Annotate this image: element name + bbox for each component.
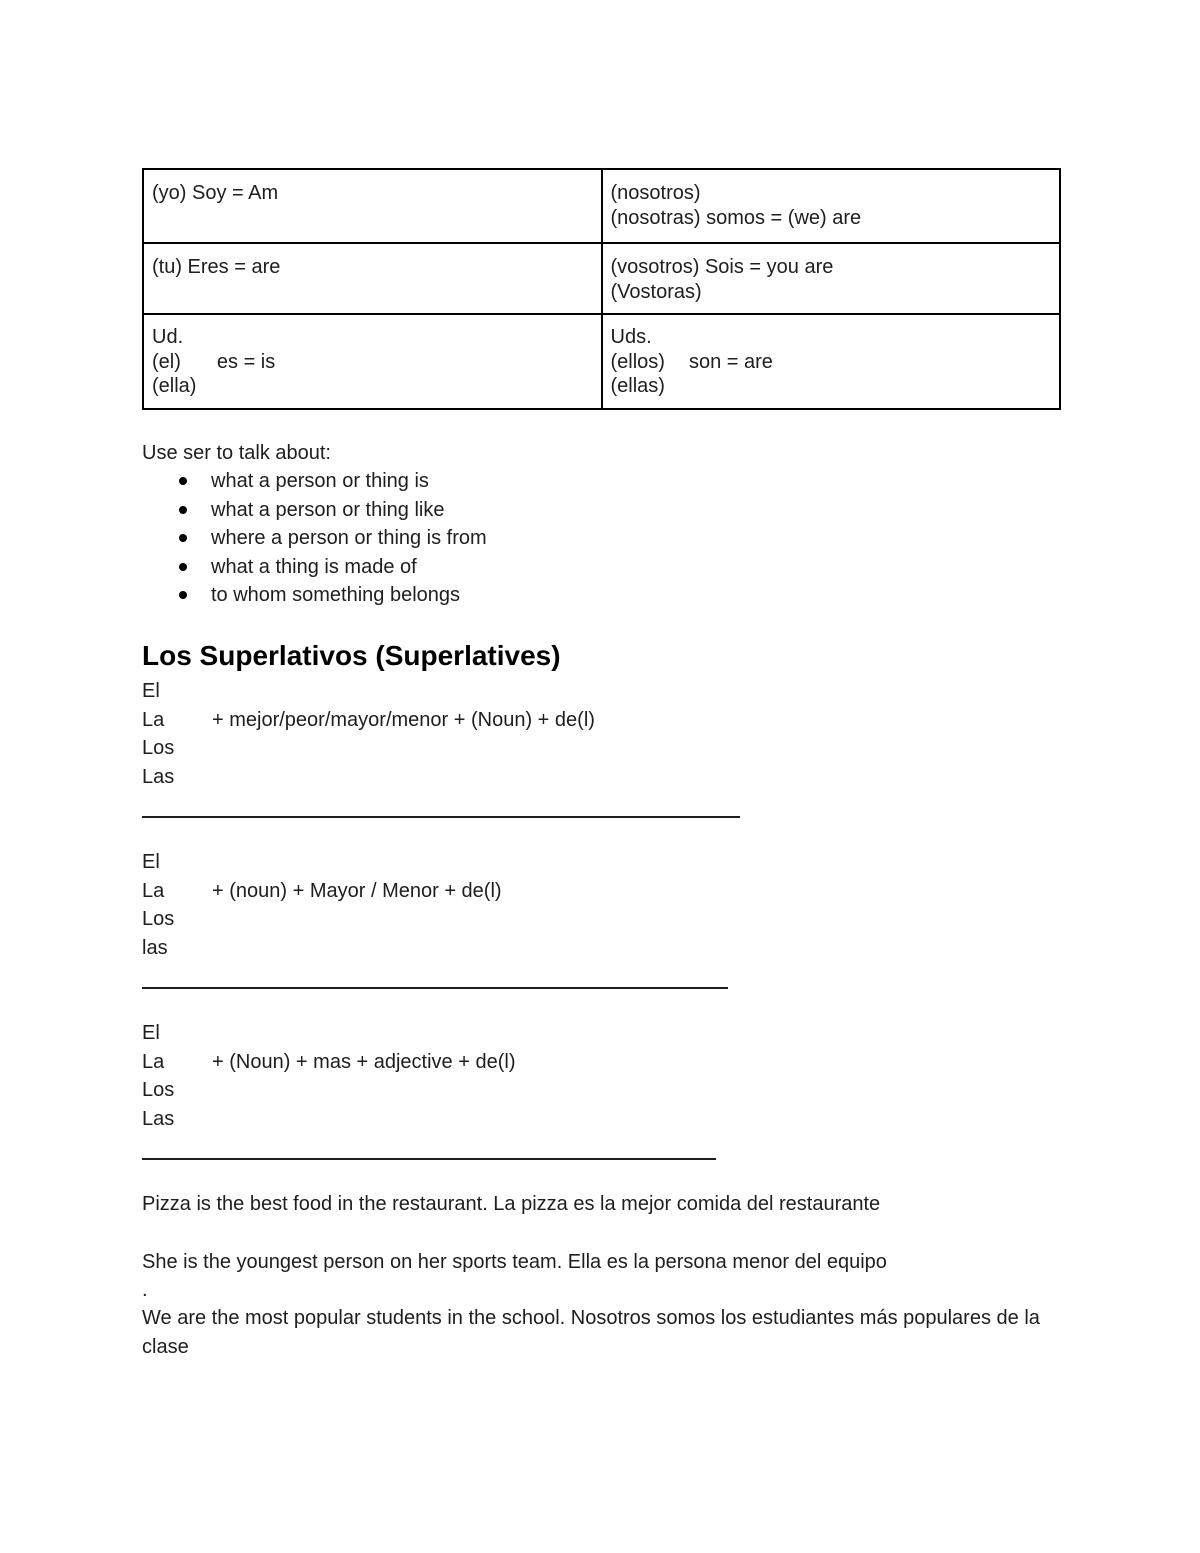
verb-son: son = are bbox=[688, 350, 773, 373]
table-row bbox=[143, 243, 1060, 314]
example-sentence: We are the most popular students in the school. Nosotros somos los estudiantes más populares de la clase bbox=[142, 1307, 1040, 1358]
list-item-text: what a thing is made of bbox=[211, 555, 417, 578]
bullet-icon bbox=[179, 563, 187, 571]
uses-list bbox=[142, 467, 487, 610]
formula-row bbox=[142, 848, 502, 877]
superlative-formula-block bbox=[142, 677, 595, 791]
pronoun-el: (el) bbox=[152, 350, 181, 373]
list-item bbox=[142, 581, 487, 610]
article: Los bbox=[142, 1079, 175, 1101]
cell-line: (nosotros) bbox=[610, 182, 701, 204]
cell-line: (ella) bbox=[152, 375, 197, 397]
table-cell-nosotros bbox=[602, 169, 1061, 243]
table-row bbox=[143, 169, 1060, 243]
example-sentence: She is the youngest person on her sports team. Ella es la persona menor del equipo bbox=[142, 1251, 887, 1273]
cell-line: (ellas) bbox=[610, 375, 665, 397]
pronoun-ellos: (ellos) bbox=[610, 350, 665, 373]
section-title: Los Superlativos (Superlatives) bbox=[142, 640, 561, 671]
cell-line: (yo) Soy = Am bbox=[152, 182, 279, 204]
formula-row bbox=[142, 734, 595, 763]
formula-row bbox=[142, 1105, 515, 1134]
verb-es: es = is bbox=[216, 350, 276, 373]
superlative-formula-block bbox=[142, 848, 502, 962]
table-cell-vosotros bbox=[602, 243, 1061, 314]
list-item-text: where a person or thing is from bbox=[211, 527, 487, 550]
cell-line: (tu) Eres = are bbox=[152, 256, 281, 278]
formula-row bbox=[142, 1019, 515, 1048]
list-item-text: to whom something belongs bbox=[211, 584, 461, 607]
ser-conjugation-table bbox=[142, 168, 1061, 410]
table-row bbox=[143, 314, 1060, 409]
list-item-text: what a person or thing is bbox=[211, 470, 429, 492]
formula-row bbox=[142, 763, 595, 792]
article: La bbox=[142, 1050, 165, 1073]
cell-line: Uds. bbox=[610, 326, 652, 348]
article: El bbox=[142, 1022, 160, 1044]
cell-line bbox=[611, 350, 1052, 375]
bullet-icon bbox=[179, 506, 187, 514]
article: Los bbox=[142, 737, 175, 759]
cell-line: (Vostoras) bbox=[610, 280, 702, 303]
bullet-icon bbox=[179, 534, 187, 542]
bullet-icon bbox=[179, 477, 187, 485]
list-item bbox=[142, 524, 487, 553]
superlative-formula-block bbox=[142, 1019, 515, 1133]
table-cell-uds bbox=[602, 314, 1061, 409]
example-sentence: Pizza is the best food in the restaurant. La pizza es la mejor comida del restaurante bbox=[142, 1193, 881, 1215]
horizontal-rule bbox=[142, 816, 740, 818]
table-cell-yo bbox=[143, 169, 602, 243]
formula-row bbox=[142, 1048, 515, 1077]
article: Las bbox=[142, 1107, 175, 1130]
cell-line: (nosotras) somos = (we) are bbox=[610, 206, 862, 229]
list-item bbox=[142, 553, 487, 582]
article: El bbox=[142, 680, 160, 702]
table-cell-tu bbox=[143, 243, 602, 314]
formula-row bbox=[142, 905, 502, 934]
list-item bbox=[142, 467, 487, 496]
article: La bbox=[142, 708, 165, 731]
formula: + mejor/peor/mayor/menor + (Noun) + de(l) bbox=[212, 708, 595, 731]
formula: + (noun) + Mayor / Menor + de(l) bbox=[212, 879, 502, 902]
cell-line: (vosotros) Sois = you are bbox=[610, 256, 834, 278]
formula: + (Noun) + mas + adjective + de(l) bbox=[212, 1050, 516, 1073]
example-sentence: . bbox=[142, 1279, 148, 1301]
bullet-icon bbox=[179, 591, 187, 599]
horizontal-rule bbox=[142, 987, 728, 989]
article: las bbox=[142, 936, 168, 959]
list-item bbox=[142, 496, 487, 525]
formula-row bbox=[142, 877, 502, 906]
formula-row bbox=[142, 706, 595, 735]
formula-row bbox=[142, 677, 595, 706]
list-item-text: what a person or thing like bbox=[211, 498, 445, 521]
article: El bbox=[142, 851, 160, 873]
uses-intro: Use ser to talk about: bbox=[142, 442, 331, 464]
horizontal-rule bbox=[142, 1158, 716, 1160]
article: Las bbox=[142, 765, 175, 788]
cell-line: Ud. bbox=[152, 326, 184, 348]
cell-line bbox=[152, 350, 593, 375]
formula-row bbox=[142, 934, 502, 963]
table-cell-ud bbox=[143, 314, 602, 409]
article: La bbox=[142, 879, 165, 902]
formula-row bbox=[142, 1076, 515, 1105]
article: Los bbox=[142, 908, 175, 930]
